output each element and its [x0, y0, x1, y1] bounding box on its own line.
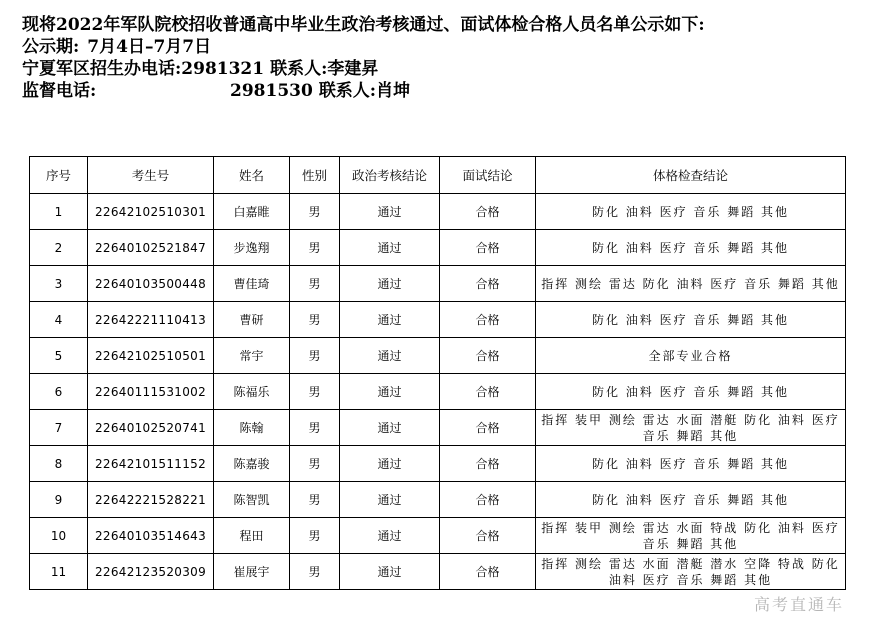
notice-intro: 现将2022年军队院校招收普通高中毕业生政治考核通过、面试体检合格人员名单公示如下: [22, 15, 705, 35]
cell-physical: 防化 油料 医疗 音乐 舞蹈 其他 [536, 374, 846, 410]
cell-name: 常宇 [214, 338, 290, 374]
cell-gender: 男 [290, 230, 340, 266]
cell-gender: 男 [290, 338, 340, 374]
cell-interview: 合格 [440, 338, 536, 374]
candidate-table [29, 156, 846, 590]
cell-exam-id: 22642102510301 [88, 194, 214, 230]
cell-interview: 合格 [440, 482, 536, 518]
cell-name: 陈嘉骏 [214, 446, 290, 482]
table-row [30, 266, 846, 302]
table-row [30, 194, 846, 230]
cell-political: 通过 [340, 446, 440, 482]
cell-no: 9 [30, 482, 88, 518]
cell-exam-id: 22640102520741 [88, 410, 214, 446]
table-row [30, 518, 846, 554]
supervise-contact-line [22, 80, 852, 102]
supervise-contact-label: 联系人: [318, 81, 377, 101]
cell-interview: 合格 [440, 266, 536, 302]
cell-name: 曹佳琦 [214, 266, 290, 302]
cell-political: 通过 [340, 482, 440, 518]
cell-physical: 防化 油料 医疗 音乐 舞蹈 其他 [536, 446, 846, 482]
watermark-text: 高考直通车 [753, 595, 844, 614]
cell-physical: 防化 油料 医疗 音乐 舞蹈 其他 [536, 230, 846, 266]
cell-no: 1 [30, 194, 88, 230]
cell-exam-id: 22640111531002 [88, 374, 214, 410]
notice-period [22, 36, 852, 58]
cell-physical: 全部专业合格 [536, 338, 846, 374]
cell-exam-id: 22640103514643 [88, 518, 214, 554]
cell-name: 曹研 [214, 302, 290, 338]
cell-gender: 男 [290, 266, 340, 302]
cell-physical: 指挥 测绘 雷达 水面 潜艇 潜水 空降 特战 防化 油料 医疗 音乐 舞蹈 其他 [536, 554, 846, 590]
cell-exam-id: 22642221110413 [88, 302, 214, 338]
cell-political: 通过 [340, 518, 440, 554]
cell-no: 6 [30, 374, 88, 410]
cell-interview: 合格 [440, 374, 536, 410]
cell-name: 白嘉睢 [214, 194, 290, 230]
cell-name: 陈翰 [214, 410, 290, 446]
col-header-interview: 面试结论 [440, 157, 536, 194]
table-row [30, 554, 846, 590]
cell-physical: 防化 油料 医疗 音乐 舞蹈 其他 [536, 194, 846, 230]
cell-political: 通过 [340, 194, 440, 230]
cell-interview: 合格 [440, 554, 536, 590]
cell-political: 通过 [340, 230, 440, 266]
cell-gender: 男 [290, 194, 340, 230]
cell-physical: 指挥 测绘 雷达 防化 油料 医疗 音乐 舞蹈 其他 [536, 266, 846, 302]
table-row [30, 446, 846, 482]
col-header-physical: 体格检查结论 [536, 157, 846, 194]
cell-gender: 男 [290, 374, 340, 410]
cell-name: 步逸翔 [214, 230, 290, 266]
cell-gender: 男 [290, 302, 340, 338]
table-body [30, 194, 846, 590]
col-header-political: 政治考核结论 [340, 157, 440, 194]
cell-physical: 指挥 装甲 测绘 雷达 水面 特战 防化 油料 医疗 音乐 舞蹈 其他 [536, 518, 846, 554]
cell-interview: 合格 [440, 446, 536, 482]
supervise-label: 监督电话: [22, 81, 97, 101]
cell-name: 陈智凯 [214, 482, 290, 518]
office-label: 宁夏军区招生办电话: [22, 59, 182, 79]
cell-no: 5 [30, 338, 88, 374]
cell-gender: 男 [290, 554, 340, 590]
table-row [30, 410, 846, 446]
cell-interview: 合格 [440, 194, 536, 230]
cell-political: 通过 [340, 374, 440, 410]
cell-no: 4 [30, 302, 88, 338]
cell-interview: 合格 [440, 518, 536, 554]
cell-name: 崔展宇 [214, 554, 290, 590]
col-header-exam-id: 考生号 [88, 157, 214, 194]
cell-physical: 指挥 装甲 测绘 雷达 水面 潜艇 防化 油料 医疗 音乐 舞蹈 其他 [536, 410, 846, 446]
cell-gender: 男 [290, 482, 340, 518]
cell-exam-id: 22640102521847 [88, 230, 214, 266]
cell-gender: 男 [290, 446, 340, 482]
cell-exam-id: 22640103500448 [88, 266, 214, 302]
office-contact-name: 李建昇 [327, 59, 379, 79]
office-phone: 2981321 [181, 59, 265, 79]
cell-no: 3 [30, 266, 88, 302]
cell-no: 10 [30, 518, 88, 554]
cell-interview: 合格 [440, 230, 536, 266]
period-value: 7月4日–7月7日 [87, 37, 212, 57]
cell-exam-id: 22642123520309 [88, 554, 214, 590]
table-row [30, 482, 846, 518]
cell-no: 2 [30, 230, 88, 266]
cell-gender: 男 [290, 518, 340, 554]
cell-political: 通过 [340, 554, 440, 590]
col-header-no: 序号 [30, 157, 88, 194]
cell-no: 7 [30, 410, 88, 446]
period-label: 公示期: [22, 37, 80, 57]
supervise-phone: 2981530 [230, 81, 313, 101]
table-row [30, 230, 846, 266]
office-contact-line [22, 58, 852, 80]
table-row [30, 338, 846, 374]
cell-political: 通过 [340, 302, 440, 338]
cell-political: 通过 [340, 338, 440, 374]
cell-exam-id: 22642102510501 [88, 338, 214, 374]
cell-interview: 合格 [440, 410, 536, 446]
cell-no: 11 [30, 554, 88, 590]
notice-header [22, 14, 852, 102]
cell-interview: 合格 [440, 302, 536, 338]
cell-no: 8 [30, 446, 88, 482]
cell-gender: 男 [290, 410, 340, 446]
cell-name: 陈福乐 [214, 374, 290, 410]
col-header-name: 姓名 [214, 157, 290, 194]
supervise-contact-name: 肖坤 [376, 81, 411, 101]
cell-exam-id: 22642101511152 [88, 446, 214, 482]
cell-exam-id: 22642221528221 [88, 482, 214, 518]
office-contact-label: 联系人: [270, 59, 328, 79]
cell-political: 通过 [340, 410, 440, 446]
cell-physical: 防化 油料 医疗 音乐 舞蹈 其他 [536, 482, 846, 518]
table-header-row [30, 157, 846, 194]
cell-physical: 防化 油料 医疗 音乐 舞蹈 其他 [536, 302, 846, 338]
col-header-gender: 性别 [290, 157, 340, 194]
table-row [30, 302, 846, 338]
cell-political: 通过 [340, 266, 440, 302]
cell-name: 程田 [214, 518, 290, 554]
table-row [30, 374, 846, 410]
